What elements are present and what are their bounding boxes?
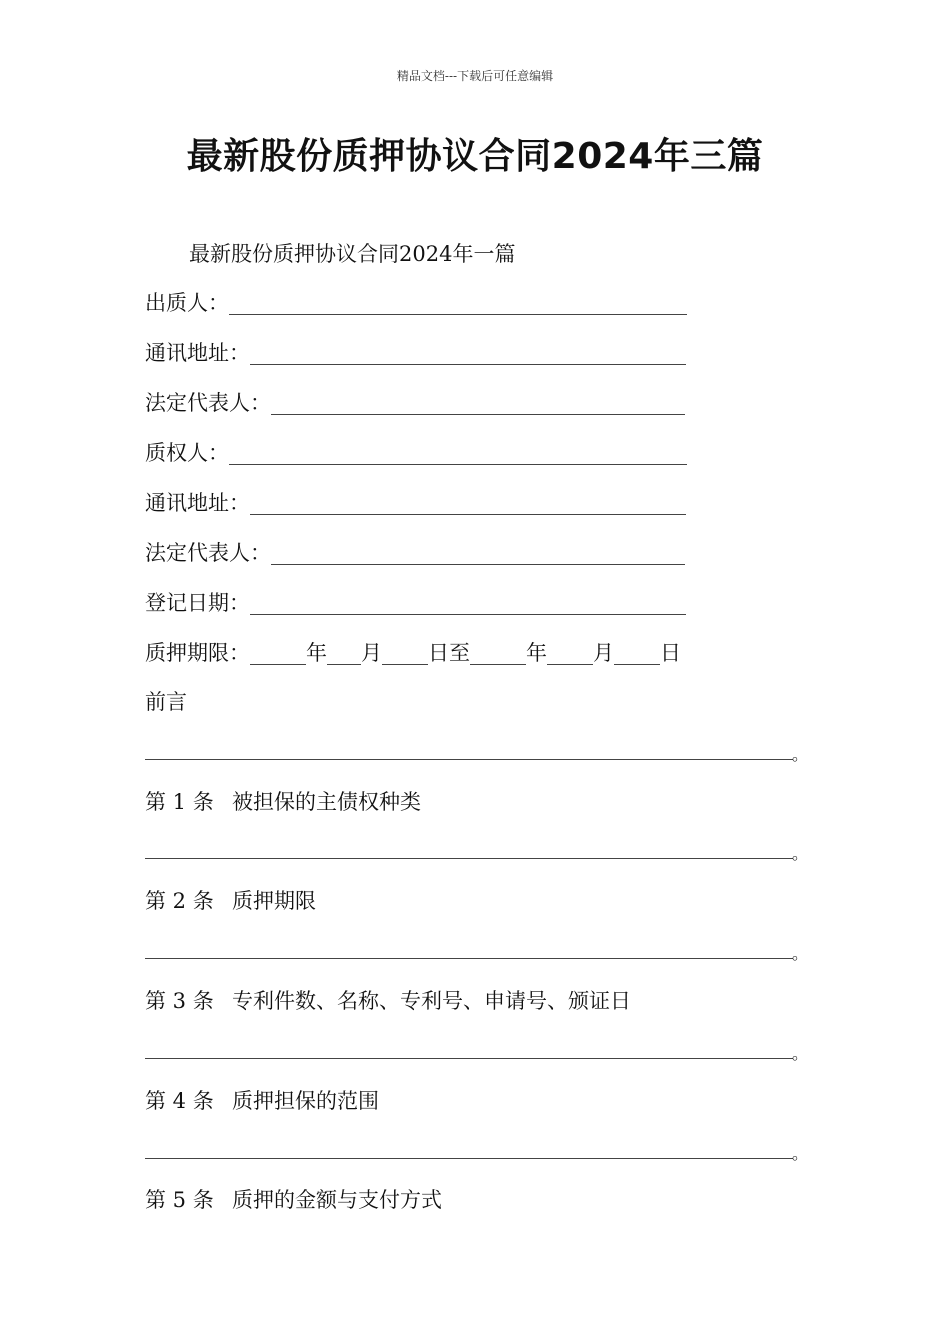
field-pledge-term	[145, 637, 681, 667]
field-pledgor-representative	[145, 387, 685, 417]
term-day-end: 日	[660, 641, 681, 665]
fill-blank	[271, 542, 685, 565]
section-subtitle: 最新股份质押协议合同2024年一篇	[189, 242, 516, 266]
field-label: 登记日期：	[145, 591, 250, 615]
fill-blank	[250, 492, 686, 515]
article-title: 专利件数、名称、专利号、申请号、颁证日	[232, 989, 631, 1013]
period-mark: 。	[792, 844, 809, 863]
fill-blank	[250, 642, 306, 665]
article-number: 第 5 条	[145, 1188, 214, 1212]
header-note: 精品文档---下载后可任意编辑	[396, 69, 554, 83]
field-label: 通讯地址：	[145, 491, 250, 515]
period-mark: 。	[792, 1044, 809, 1063]
article-title: 被担保的主债权种类	[232, 790, 421, 814]
fill-blank	[382, 642, 428, 665]
fill-line	[145, 1157, 793, 1159]
field-pledgor	[145, 287, 687, 317]
field-label: 质押期限：	[145, 641, 250, 665]
article-number: 第 1 条	[145, 790, 214, 814]
article-4	[145, 1085, 379, 1115]
article-3	[145, 985, 631, 1015]
article-title: 质押担保的范围	[232, 1089, 379, 1113]
fill-line	[145, 1057, 793, 1059]
article-5	[145, 1184, 442, 1214]
field-label: 出质人：	[145, 291, 229, 315]
term-day-to: 日至	[428, 641, 470, 665]
field-registration-date	[145, 587, 686, 617]
field-label: 质权人：	[145, 441, 229, 465]
article-number: 第 3 条	[145, 989, 214, 1013]
fill-blank	[271, 392, 685, 415]
article-title: 质押期限	[232, 889, 316, 913]
fill-blank	[250, 592, 686, 615]
fill-blank	[614, 642, 660, 665]
term-year-start: 年	[306, 641, 327, 665]
field-pledgee	[145, 437, 687, 467]
period-mark: 。	[792, 944, 809, 963]
article-number: 第 4 条	[145, 1089, 214, 1113]
fill-blank	[250, 342, 686, 365]
fill-blank	[470, 642, 526, 665]
term-month-start: 月	[361, 641, 382, 665]
fill-blank	[229, 442, 687, 465]
field-label: 法定代表人：	[145, 541, 271, 565]
fill-line	[145, 857, 793, 859]
article-number: 第 2 条	[145, 889, 214, 913]
article-1	[145, 786, 421, 816]
fill-line	[145, 758, 793, 760]
fill-blank	[229, 292, 687, 315]
field-pledgor-address	[145, 337, 686, 367]
article-title: 质押的金额与支付方式	[232, 1188, 442, 1212]
fill-blank	[327, 642, 361, 665]
field-label: 通讯地址：	[145, 341, 250, 365]
preface-heading: 前言	[145, 690, 187, 714]
fill-blank	[547, 642, 593, 665]
field-label: 法定代表人：	[145, 391, 271, 415]
field-pledgee-address	[145, 487, 686, 517]
period-mark: 。	[792, 745, 809, 764]
document-title: 最新股份质押协议合同2024年三篇	[186, 136, 764, 177]
field-pledgee-representative	[145, 537, 685, 567]
article-2	[145, 885, 316, 915]
fill-line	[145, 957, 793, 959]
term-month-end: 月	[593, 641, 614, 665]
period-mark: 。	[792, 1144, 809, 1163]
term-year-end: 年	[526, 641, 547, 665]
